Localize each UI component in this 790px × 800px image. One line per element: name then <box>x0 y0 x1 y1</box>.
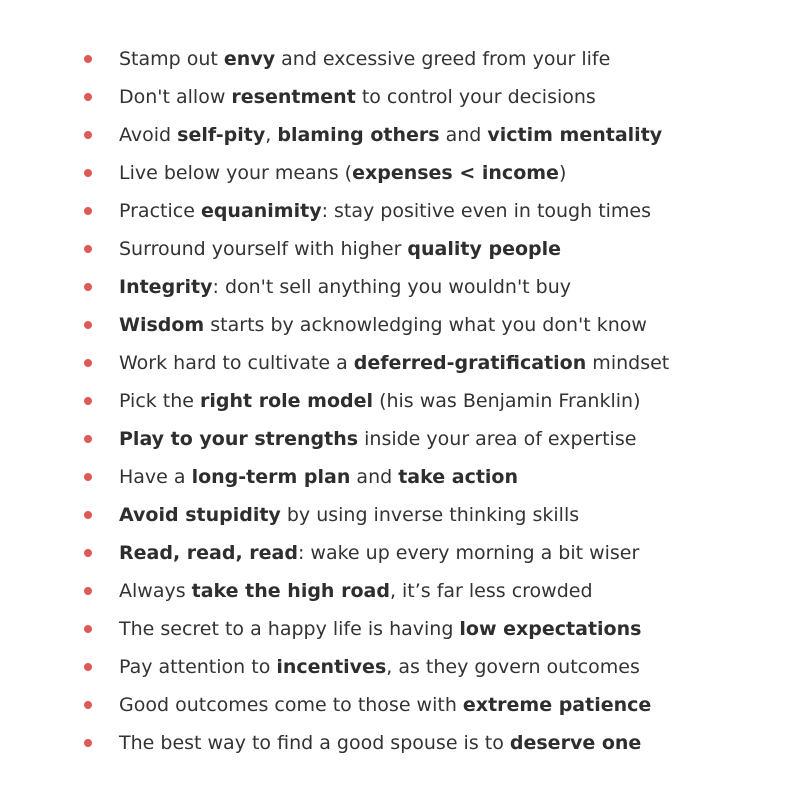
list-item-text <box>119 40 610 78</box>
text-segment: Live below your means ( <box>119 162 353 184</box>
bullet-dot-icon <box>84 549 92 557</box>
bullet-dot-icon <box>84 131 92 139</box>
list-item <box>0 420 790 458</box>
text-segment: Good outcomes come to those with <box>119 694 463 716</box>
text-segment: by using inverse thinking skills <box>280 504 580 526</box>
list-item-text <box>119 230 561 268</box>
list-item <box>0 40 790 78</box>
text-segment: Have a <box>119 466 192 488</box>
list-item-text <box>119 306 647 344</box>
list-item-text <box>119 534 639 572</box>
list-item <box>0 230 790 268</box>
emphasis-text: long-term plan <box>191 466 351 488</box>
text-segment: , as they govern outcomes <box>386 656 640 678</box>
list-item <box>0 306 790 344</box>
list-item <box>0 78 790 116</box>
text-segment: : stay positive even in tough times <box>321 200 652 222</box>
bullet-dot-icon <box>84 701 92 709</box>
list-item <box>0 610 790 648</box>
emphasis-text: expenses < income <box>352 162 559 184</box>
list-item <box>0 116 790 154</box>
text-segment: Avoid <box>119 124 178 146</box>
emphasis-text: Read, read, read <box>119 542 298 564</box>
list-item-text <box>119 116 662 154</box>
emphasis-text: envy <box>223 48 276 70</box>
list-item-text <box>119 420 636 458</box>
list-item-text <box>119 154 566 192</box>
emphasis-text: Wisdom <box>119 314 205 336</box>
list-item <box>0 344 790 382</box>
text-segment: Stamp out <box>119 48 224 70</box>
text-segment: inside your area of expertise <box>358 428 637 450</box>
emphasis-text: resentment <box>231 86 356 108</box>
bullet-dot-icon <box>84 283 92 291</box>
list-item <box>0 458 790 496</box>
text-segment: Pay attention to <box>119 656 277 678</box>
bullet-dot-icon <box>84 169 92 177</box>
list-item <box>0 724 790 762</box>
list-item-text <box>119 572 593 610</box>
bullet-dot-icon <box>84 587 92 595</box>
emphasis-text: take the high road <box>191 580 390 602</box>
text-segment: (his was Benjamin Franklin) <box>373 390 641 412</box>
list-item-text <box>119 382 640 420</box>
list-item <box>0 534 790 572</box>
text-segment: ) <box>558 162 567 184</box>
bullet-dot-icon <box>84 207 92 215</box>
text-segment: , it’s far less crowded <box>389 580 593 602</box>
text-segment: and <box>439 124 488 146</box>
emphasis-text: incentives <box>276 656 387 678</box>
emphasis-text: blaming others <box>277 124 440 146</box>
text-segment: Don't allow <box>119 86 232 108</box>
bullet-dot-icon <box>84 739 92 747</box>
list-item-text <box>119 496 579 534</box>
bullet-dot-icon <box>84 321 92 329</box>
text-segment: The secret to a happy life is having <box>119 618 460 640</box>
list-item <box>0 192 790 230</box>
list-item-text <box>119 458 518 496</box>
bullet-dot-icon <box>84 245 92 253</box>
list-item-text <box>119 78 596 116</box>
list-item-text <box>119 192 651 230</box>
text-segment: Pick the <box>119 390 201 412</box>
list-item <box>0 382 790 420</box>
text-segment: and <box>350 466 399 488</box>
emphasis-text: deserve one <box>509 732 642 754</box>
bullet-dot-icon <box>84 473 92 481</box>
list-item-text <box>119 610 641 648</box>
text-segment: mindset <box>586 352 670 374</box>
text-segment: : don't sell anything you wouldn't buy <box>212 276 572 298</box>
emphasis-text: extreme patience <box>462 694 652 716</box>
text-segment: Always <box>119 580 192 602</box>
text-segment: starts by acknowledging what you don't know <box>204 314 647 336</box>
bullet-dot-icon <box>84 93 92 101</box>
list-item-text <box>119 344 669 382</box>
bullet-dot-icon <box>84 511 92 519</box>
bullet-dot-icon <box>84 625 92 633</box>
list-item <box>0 572 790 610</box>
bullet-dot-icon <box>84 435 92 443</box>
list-item-text <box>119 648 640 686</box>
emphasis-text: Integrity <box>119 276 213 298</box>
list-item <box>0 686 790 724</box>
bullet-list <box>0 40 790 762</box>
emphasis-text: self-pity <box>177 124 266 146</box>
text-segment: Surround yourself with higher <box>119 238 408 260</box>
emphasis-text: victim mentality <box>487 124 663 146</box>
list-item <box>0 154 790 192</box>
emphasis-text: Play to your strengths <box>119 428 359 450</box>
text-segment: Practice <box>119 200 201 222</box>
text-segment: The best way to find a good spouse is to <box>119 732 510 754</box>
emphasis-text: take action <box>398 466 519 488</box>
emphasis-text: equanimity <box>200 200 322 222</box>
list-item <box>0 648 790 686</box>
bullet-dot-icon <box>84 397 92 405</box>
text-segment: , <box>265 124 278 146</box>
text-segment: : wake up every morning a bit wiser <box>297 542 640 564</box>
bullet-dot-icon <box>84 359 92 367</box>
emphasis-text: right role model <box>200 390 374 412</box>
bullet-dot-icon <box>84 663 92 671</box>
text-segment: to control your decisions <box>355 86 596 108</box>
bullet-dot-icon <box>84 55 92 63</box>
list-item-text <box>119 724 641 762</box>
emphasis-text: Avoid stupidity <box>119 504 281 526</box>
emphasis-text: deferred-gratification <box>353 352 587 374</box>
list-item-text <box>119 268 571 306</box>
text-segment: Work hard to cultivate a <box>119 352 354 374</box>
list-item <box>0 268 790 306</box>
list-item-text <box>119 686 651 724</box>
emphasis-text: low expectations <box>459 618 642 640</box>
emphasis-text: quality people <box>407 238 562 260</box>
list-item <box>0 496 790 534</box>
text-segment: and excessive greed from your life <box>275 48 611 70</box>
